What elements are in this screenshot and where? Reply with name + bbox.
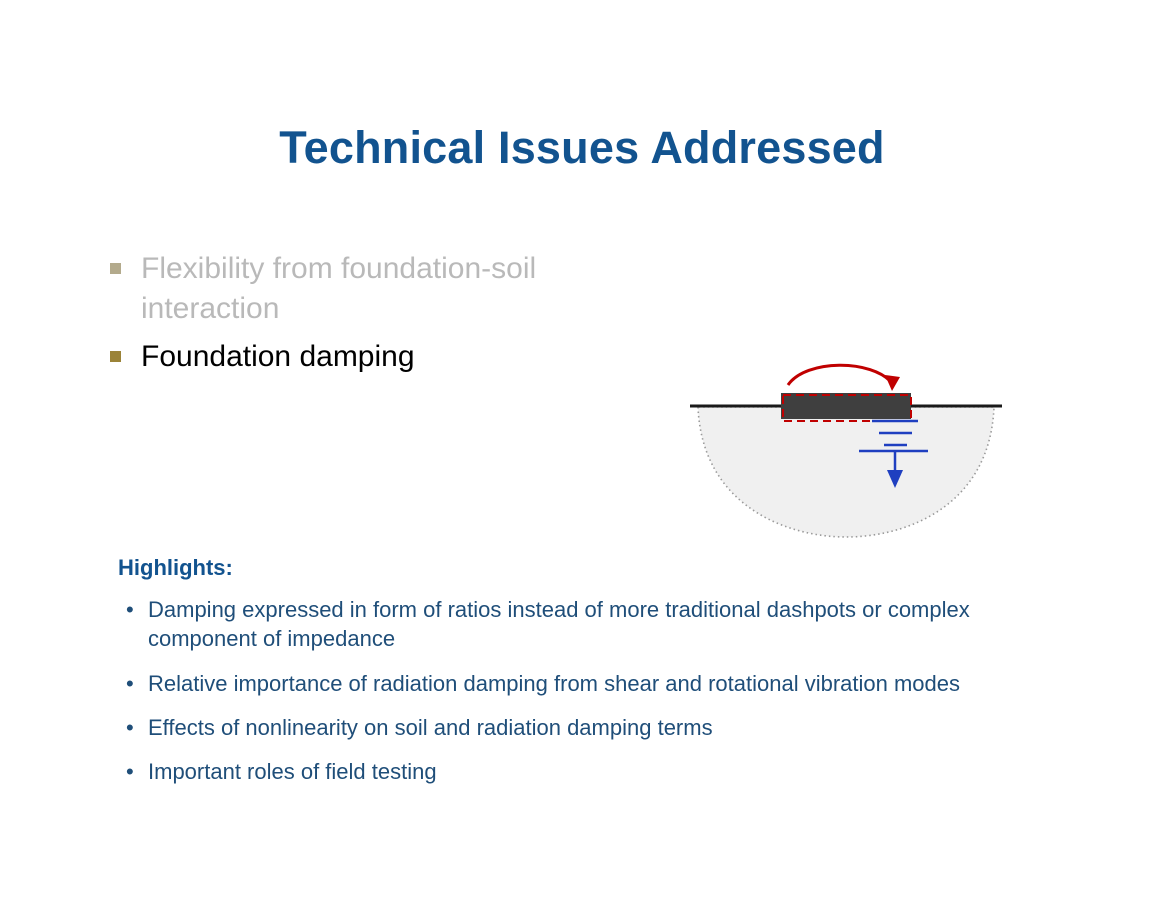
top-bullet-list — [110, 249, 540, 385]
square-bullet-icon — [110, 263, 121, 274]
highlight-label: Effects of nonlinearity on soil and radiation damping terms — [148, 714, 713, 740]
highlights-label: Highlights: — [118, 555, 233, 580]
top-bullet-label: Flexibility from foundation-soil interaction — [141, 252, 537, 325]
list-item — [110, 337, 540, 377]
dot-bullet-icon: • — [126, 714, 134, 740]
footing-block — [781, 393, 911, 419]
dot-bullet-icon: • — [126, 597, 134, 622]
soil-bowl-shape — [698, 407, 994, 537]
top-bullet-label: Foundation damping — [141, 339, 415, 373]
foundation-soil-damping-diagram — [676, 355, 1016, 540]
highlight-label: Important roles of field testing — [148, 759, 437, 784]
list-item — [118, 595, 1018, 654]
dot-bullet-icon: • — [126, 670, 134, 696]
square-bullet-icon — [110, 351, 121, 362]
list-item — [118, 757, 1018, 786]
rotation-arrow — [788, 365, 892, 385]
highlight-label: Damping expressed in form of ratios instead of more traditional dashpots or complex component of impedance — [148, 597, 970, 652]
rotation-arrow-head — [885, 375, 900, 391]
highlight-label: Relative importance of radiation damping from shear and rotational vibration modes — [148, 670, 960, 696]
dot-bullet-icon: • — [126, 759, 134, 784]
page-title: Technical Issues Addressed — [279, 122, 885, 173]
list-item — [118, 713, 1018, 742]
list-item — [118, 669, 1018, 698]
list-item — [110, 249, 540, 329]
highlights-section — [118, 555, 1018, 801]
